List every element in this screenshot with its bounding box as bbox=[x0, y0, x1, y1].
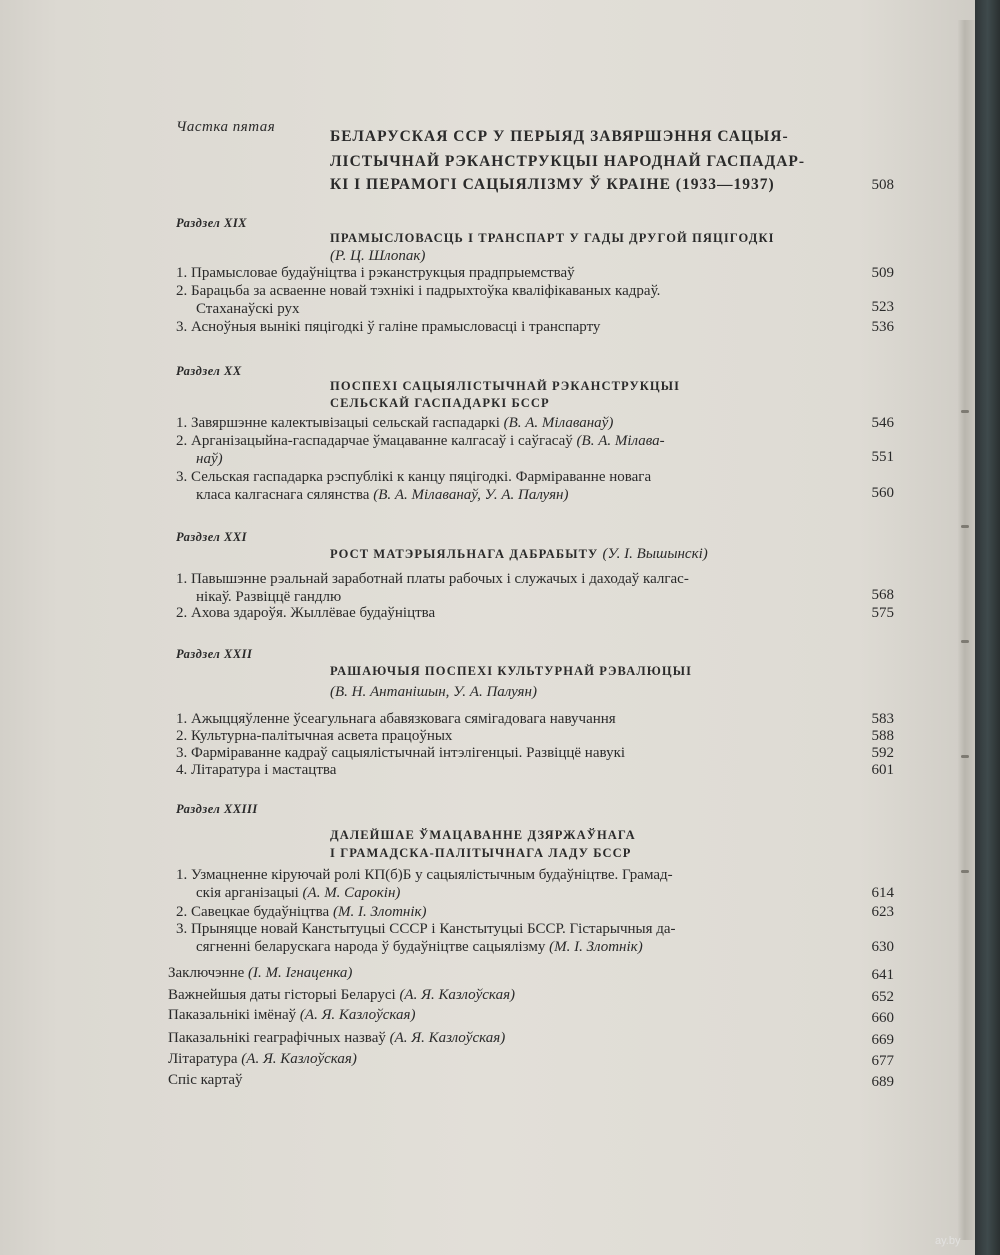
section-23-item-1-line-2 bbox=[196, 884, 400, 902]
section-22-label: Раздзел XXII bbox=[176, 647, 253, 661]
section-20-label: Раздзел XX bbox=[176, 364, 242, 378]
section-22-item-1: 1. Ажыццяўленне ўсеагульнага абавязковага сямігадовага навучання bbox=[176, 711, 616, 727]
section-19-label: Раздзел XIX bbox=[176, 216, 248, 230]
section-23-item-3-line-2 bbox=[196, 938, 643, 956]
binding-stitch bbox=[961, 525, 969, 528]
section-22-item-3: 3. Фарміраванне кадраў сацыялістычнай інтэлігенцыі. Развіццё навукі bbox=[176, 745, 626, 761]
section-23-item-3-text: сягненні беларускага народа ў будаўніцтве сацыялізму bbox=[196, 939, 546, 955]
section-19-item-2-page: 523 bbox=[871, 299, 894, 315]
section-21-title bbox=[330, 545, 708, 563]
closing-literature bbox=[168, 1050, 357, 1068]
section-20-item-1-page: 546 bbox=[871, 415, 894, 431]
section-20-item-3-line-1: 3. Сельская гаспадарка рэспублікі к канцу пяцігодкі. Фарміраванне новага bbox=[176, 469, 652, 485]
book-cover-edge bbox=[975, 0, 1000, 1255]
section-22-item-2-page: 588 bbox=[871, 728, 894, 744]
part-page-number: 508 bbox=[871, 177, 894, 193]
section-22-item-4: 4. Літаратура і мастацтва bbox=[176, 762, 337, 778]
closing-conclusion bbox=[168, 964, 352, 982]
watermark: ay.by bbox=[935, 1235, 961, 1247]
section-20-item-2-line-2: наў) bbox=[196, 451, 223, 467]
part-title-text: КІ І ПЕРАМОГІ САЦЫЯЛІЗМУ Ў КРАІНЕ bbox=[330, 176, 671, 193]
closing-literature-page: 677 bbox=[871, 1053, 894, 1069]
section-23-item-1-page: 614 bbox=[871, 885, 894, 901]
section-23-item-1-line-1: 1. Узмацненне кіруючай ролі КП(б)Б у сацыялістычным будаўніцтве. Грамад- bbox=[176, 867, 673, 883]
section-21-label: Раздзел XXI bbox=[176, 530, 248, 544]
closing-maps: Спіс картаў bbox=[168, 1072, 243, 1088]
section-23-item-2-author: (М. І. Злотнік) bbox=[332, 904, 427, 920]
part-title-line-3 bbox=[330, 176, 775, 194]
closing-geo-index-page: 669 bbox=[871, 1032, 894, 1048]
section-22-item-1-page: 583 bbox=[871, 711, 894, 727]
closing-conclusion-text: Заключэнне bbox=[168, 965, 245, 981]
section-19-item-1-page: 509 bbox=[871, 265, 894, 281]
closing-names-index bbox=[168, 1006, 416, 1024]
section-23-item-1-text: скія арганізацыі bbox=[196, 885, 299, 901]
closing-names-index-text: Паказальнікі імёнаў bbox=[168, 1007, 297, 1023]
section-23-item-2-page: 623 bbox=[871, 904, 894, 920]
section-23-item-2 bbox=[176, 903, 427, 921]
closing-geo-index-author: (А. Я. Казлоўская) bbox=[389, 1030, 506, 1046]
section-23-item-3-author: (М. І. Злотнік) bbox=[549, 939, 643, 955]
closing-names-index-author: (А. Я. Казлоўская) bbox=[299, 1007, 416, 1023]
section-21-item-2: 2. Ахова здароўя. Жыллёвае будаўніцтва bbox=[176, 605, 436, 621]
part-label: Частка пятая bbox=[176, 119, 276, 135]
section-20-item-2-text: 2. Арганізацыйна-гаспадарчае ўмацаванне калгасаў і саўгасаў bbox=[176, 433, 573, 449]
closing-literature-text: Літаратура bbox=[168, 1051, 238, 1067]
section-22-title: РАШАЮЧЫЯ ПОСПЕХІ КУЛЬТУРНАЙ РЭВАЛЮЦЫІ bbox=[330, 664, 693, 678]
section-22-item-3-page: 592 bbox=[871, 745, 894, 761]
closing-names-index-page: 660 bbox=[871, 1010, 894, 1026]
section-23-title-line-1: ДАЛЕЙШАЕ ЎМАЦАВАННЕ ДЗЯРЖАЎНАГА bbox=[330, 828, 636, 842]
closing-geo-index-text: Паказальнікі геаграфічных назваў bbox=[168, 1030, 386, 1046]
binding-stitch bbox=[961, 870, 969, 873]
section-23-title-line-2: І ГРАМАДСКА-ПАЛІТЫЧНАГА ЛАДУ БССР bbox=[330, 846, 632, 860]
section-23-item-3-page: 630 bbox=[871, 939, 894, 955]
section-20-title-line-1: ПОСПЕХІ САЦЫЯЛІСТЫЧНАЙ РЭКАНСТРУКЦЫІ bbox=[330, 379, 681, 393]
section-20-item-3-author: (В. А. Мілаванаў, У. А. Палуян) bbox=[373, 487, 569, 503]
section-23-item-2-text: 2. Савецкае будаўніцтва bbox=[176, 904, 330, 920]
section-20-item-1 bbox=[176, 414, 613, 432]
section-19-item-3-page: 536 bbox=[871, 319, 894, 335]
section-22-title-author: (В. Н. Антанішын, У. А. Палуян) bbox=[330, 684, 537, 700]
part-years: (1933—1937) bbox=[675, 176, 775, 193]
section-19-item-2-line-2: Стаханаўскі рух bbox=[196, 301, 300, 317]
closing-maps-page: 689 bbox=[871, 1074, 894, 1090]
section-22-item-2: 2. Культурна-палітычная асвета працоўных bbox=[176, 728, 453, 744]
closing-dates-page: 652 bbox=[871, 989, 894, 1005]
closing-literature-author: (А. Я. Казлоўская) bbox=[241, 1051, 357, 1067]
section-21-title-author: (У. І. Вышынскі) bbox=[602, 546, 708, 562]
section-19-title-author: (Р. Ц. Шлопак) bbox=[330, 248, 426, 264]
closing-geo-index bbox=[168, 1029, 505, 1047]
section-21-title-text: РОСТ МАТЭРЫЯЛЬНАГА ДАБРАБЫТУ bbox=[330, 547, 599, 561]
section-20-item-1-text: 1. Завяршэнне калектывізацыі сельскай гаспадаркі bbox=[176, 415, 500, 431]
section-23-item-1-author: (А. М. Сарокін) bbox=[302, 885, 401, 901]
section-21-item-2-page: 575 bbox=[871, 605, 894, 621]
section-22-item-4-page: 601 bbox=[871, 762, 894, 778]
section-19-item-1: 1. Прамысловае будаўніцтва і рэканструкцыя прадпрыемстваў bbox=[176, 265, 575, 281]
section-20-item-2-author: (В. А. Мілава- bbox=[576, 433, 665, 449]
section-20-title-line-2: СЕЛЬСКАЙ ГАСПАДАРКІ БССР bbox=[330, 396, 550, 410]
binding-stitch bbox=[961, 640, 969, 643]
page-fore-edge bbox=[958, 20, 975, 1240]
section-21-item-1-line-1: 1. Павышэнне рэальнай заработнай платы рабочых і служачых і даходаў калгас- bbox=[176, 571, 689, 587]
part-title-line-2: ЛІСТЫЧНАЙ РЭКАНСТРУКЦЫІ НАРОДНАЙ ГАСПАДАР- bbox=[330, 153, 806, 170]
section-20-item-2-line-1 bbox=[176, 432, 665, 450]
section-20-item-3-page: 560 bbox=[871, 485, 894, 501]
binding-stitch bbox=[961, 410, 969, 413]
closing-dates-text: Важнейшыя даты гісторыі Беларусі bbox=[168, 987, 396, 1003]
section-19-item-3: 3. Асноўныя вынікі пяцігодкі ў галіне прамысловасці і транспарту bbox=[176, 319, 601, 335]
section-19-title: ПРАМЫСЛОВАСЦЬ І ТРАНСПАРТ У ГАДЫ ДРУГОЙ ПЯЦІГОДКІ bbox=[330, 231, 775, 245]
closing-conclusion-page: 641 bbox=[871, 967, 894, 983]
closing-dates-author: (А. Я. Казлоўская) bbox=[399, 987, 516, 1003]
section-23-item-3-line-1: 3. Прыняцце новай Канстытуцыі СССР і Канстытуцыі БССР. Гістарычныя да- bbox=[176, 921, 676, 937]
section-20-item-2-page: 551 bbox=[871, 449, 894, 465]
section-20-item-1-author: (В. А. Мілаванаў) bbox=[503, 415, 614, 431]
section-20-item-3-line-2 bbox=[196, 486, 569, 504]
closing-dates bbox=[168, 986, 515, 1004]
section-20-item-3-text: класа калгаснага сялянства bbox=[196, 487, 370, 503]
section-19-item-2-line-1: 2. Барацьба за асваенне новай тэхнікі і падрыхтоўка кваліфікаваных кадраў. bbox=[176, 283, 661, 299]
section-21-item-1-line-2: нікаў. Развіццё гандлю bbox=[196, 589, 342, 605]
binding-stitch bbox=[961, 755, 969, 758]
closing-conclusion-author: (І. М. Ігнаценка) bbox=[248, 965, 353, 981]
section-23-label: Раздзел XXIII bbox=[176, 802, 258, 816]
part-title-line-1: БЕЛАРУСКАЯ ССР У ПЕРЫЯД ЗАВЯРШЭННЯ САЦЫЯ- bbox=[330, 128, 789, 145]
section-21-item-1-page: 568 bbox=[871, 587, 894, 603]
